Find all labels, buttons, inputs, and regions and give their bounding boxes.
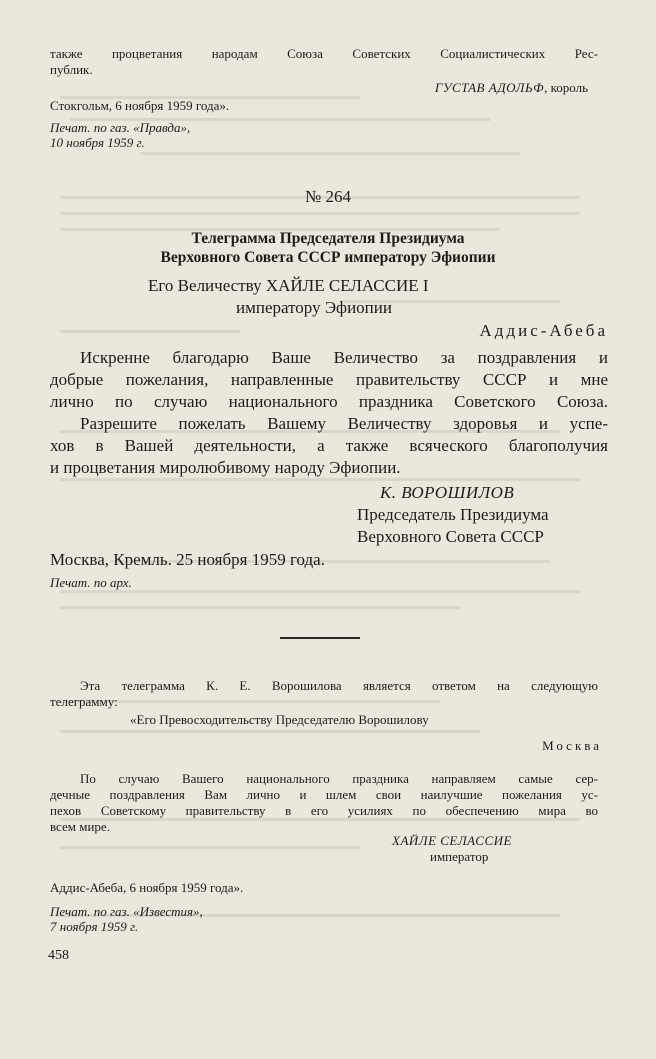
note-place-date: Аддис-Абеба, 6 ноября 1959 года».: [50, 880, 244, 895]
top-signer-name: ГУСТАВ АДОЛЬФ: [434, 80, 545, 95]
doc-source: Печат. по арх.: [50, 575, 132, 590]
top-text-line-1: также процветания народам Союза Советских Социалистических Рес-: [50, 46, 598, 61]
top-place-date: Стокгольм, 6 ноября 1959 года».: [50, 98, 230, 113]
addressee-line-1: Его Величеству ХАЙЛЕ СЕЛАССИЕ I: [148, 276, 429, 295]
note-body-line-4: всем мире.: [50, 819, 110, 834]
note-body-line-2: дечные поздравления Вам лично и шлем свои наилучшие пожелания ус-: [50, 787, 598, 802]
note-addressee: «Его Превосходительству Председателю Ворошилову: [130, 712, 429, 727]
page-number: 458: [48, 948, 69, 963]
note-city: Москва: [542, 738, 602, 753]
note-signer-name: ХАЙЛЕ СЕЛАССИЕ: [392, 833, 512, 848]
note-body-line-1: По случаю Вашего национального праздника направляем самые сер-: [80, 771, 598, 786]
top-signer-title: , король: [544, 80, 588, 95]
doc-signer-title-line-1: Председатель Президиума: [357, 505, 549, 524]
body-para2-line-1: Разрешите пожелать Вашему Величеству здоровья и успе-: [80, 414, 608, 433]
note-source-line-2: 7 ноября 1959 г.: [50, 919, 139, 934]
note-intro-line-1: Эта телеграмма К. Е. Ворошилова является ответом на следующую: [80, 678, 598, 693]
body-para1-line-1: Искренне благодарю Ваше Величество за поздравления и: [80, 348, 608, 367]
top-signature: [330, 80, 588, 96]
doc-signer-name: К. ВОРОШИЛОВ: [380, 483, 515, 502]
document-title-line-2: Верховного Совета СССР императору Эфиопии: [160, 249, 496, 266]
note-source-line-1: Печат. по газ. «Известия»,: [50, 904, 203, 919]
top-source-line-2: 10 ноября 1959 г.: [50, 135, 145, 150]
addressee-line-2: императору Эфиопии: [236, 298, 392, 317]
note-signer-title: император: [430, 849, 489, 864]
document-number: № 264: [305, 187, 351, 206]
note-body-line-3: пехов Советскому правительству в его усилиях по обеспечению мира во: [50, 803, 598, 818]
doc-place-date: Москва, Кремль. 25 ноября 1959 года.: [50, 550, 325, 569]
doc-signer-title-line-2: Верховного Совета СССР: [357, 527, 544, 546]
body-para2-line-2: хов в Вашей деятельности, а также всяческого благополучия: [50, 436, 608, 455]
body-para1-line-2: добрые пожелания, направленные правительству СССР и мне: [50, 370, 608, 389]
addressee-city: Аддис-Абеба: [479, 321, 608, 340]
body-para2-line-3: и процветания миролюбивому народу Эфиопии.: [50, 458, 401, 477]
section-divider: [280, 637, 360, 639]
note-intro-line-2: телеграмму:: [50, 694, 118, 709]
top-source-line-1: Печат. по газ. «Правда»,: [50, 120, 191, 135]
body-para1-line-3: лично по случаю национального праздника Советского Союза.: [50, 392, 608, 411]
document-title-line-1: Телеграмма Председателя Президиума: [191, 230, 465, 247]
top-text-line-2: публик.: [50, 62, 93, 77]
